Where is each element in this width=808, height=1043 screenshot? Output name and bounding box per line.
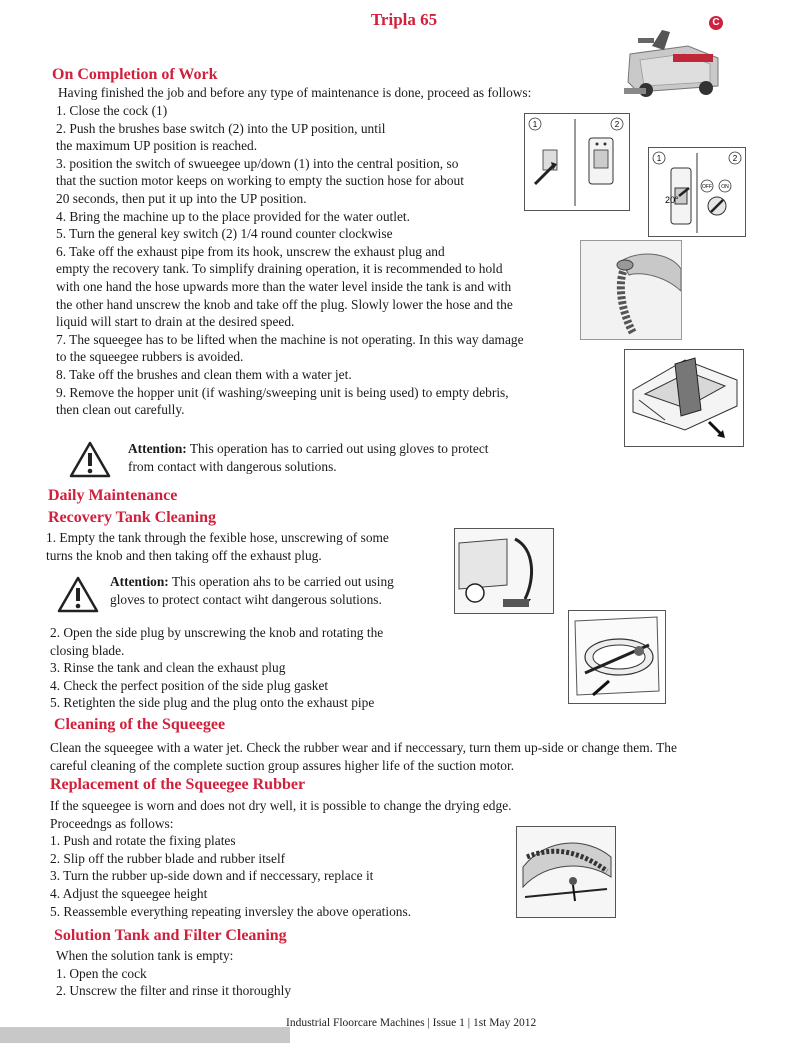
- list-item: 4. Adjust the squeegee height: [50, 885, 208, 901]
- list-item: closing blade.: [50, 642, 125, 658]
- list-item: the maximum UP position is reached.: [56, 138, 258, 154]
- list-item: 1. Open the cock: [56, 965, 147, 981]
- figure-side-plug: [568, 610, 666, 704]
- list-item: 20 seconds, then put it up into the UP position.: [56, 190, 307, 206]
- section-heading-solution-tank: Solution Tank and Filter Cleaning: [54, 927, 287, 944]
- list-item: 3. position the switch of swueegee up/down (1) into the central position, so: [56, 155, 459, 171]
- brand-logo: C: [709, 16, 723, 30]
- figure-cock-switch: [524, 113, 630, 211]
- list-item: liquid will start to drain at the desired speed.: [56, 314, 295, 330]
- list-item: to the squeegee rubbers is avoided.: [56, 349, 244, 365]
- list-item: 2. Slip off the rubber blade and rubber itself: [50, 850, 286, 866]
- figure-label: 20°: [665, 195, 679, 205]
- list-item: with one hand the hose upwards more than the water level inside the tank is and with: [56, 278, 512, 294]
- warning-icon: [56, 575, 100, 615]
- list-item: the other hand unscrew the knob and take off the plug. Slowly lower the hose and the: [56, 296, 513, 312]
- list-item: that the suction motor keeps on working to empty the suction hose for about: [56, 173, 464, 189]
- list-item: 7. The squeegee has to be lifted when the machine is not operating. In this way damage: [56, 331, 524, 347]
- list-item: 8. Take off the brushes and clean them with a water jet.: [56, 366, 352, 382]
- recovery-intro: 1. Empty the tank through the fexible hose, unscrewing of some turns the knob and then taking off the exhaust plug.: [46, 530, 389, 563]
- list-item: 2. Unscrew the filter and rinse it thoroughly: [56, 983, 292, 999]
- list-item: 5. Turn the general key switch (2) 1/4 round counter clockwise: [56, 226, 393, 242]
- squeegee-cleaning-text: Clean the squeegee with a water jet. Check the rubber wear and if neccessary, turn them up-side or change them. The careful cleaning of the complete suction group assures higher life of the suction motor.: [50, 740, 677, 773]
- list-item: 9. Remove the hopper unit (if washing/sweeping unit is being used) to empty debris,: [56, 384, 509, 400]
- list-item: 4. Bring the machine up to the place provided for the water outlet.: [56, 208, 410, 224]
- section-heading-daily: Daily Maintenance: [48, 487, 178, 504]
- figure-exhaust-hose: [580, 240, 682, 340]
- figure-label: 1: [656, 154, 662, 163]
- recovery-steps: [50, 624, 383, 712]
- machine-illustration: [618, 24, 730, 102]
- list-item: If the squeegee is worn and does not dry well, it is possible to change the drying edge.: [50, 798, 512, 813]
- figure-key-switch: [648, 147, 746, 237]
- figure-label: 2: [614, 120, 620, 129]
- list-item: 3. Rinse the tank and clean the exhaust plug: [50, 660, 286, 676]
- list-item: empty the recovery tank. To simplify draining operation, it is recommended to hold: [56, 261, 503, 277]
- page-title: Tripla 65: [370, 10, 438, 29]
- solution-tank-steps: [56, 947, 291, 1000]
- section-heading-recovery: Recovery Tank Cleaning: [48, 509, 217, 526]
- list-item: 6. Take off the exhaust pipe from its hook, unscrew the exhaust plug and: [56, 243, 445, 259]
- completion-steps: [56, 102, 524, 419]
- figure-label: ON: [721, 184, 729, 190]
- list-item: 5. Reassemble everything repeating inversley the above operations.: [50, 903, 412, 919]
- list-item: Proceedngs as follows:: [50, 815, 174, 831]
- section-heading-squeegee-cleaning: Cleaning of the Squeegee: [54, 716, 226, 733]
- figure-label: 2: [732, 154, 738, 163]
- list-item: 5. Retighten the side plug and the plug onto the exhaust pipe: [50, 695, 375, 711]
- list-item: 1. Close the cock (1): [56, 103, 168, 118]
- list-item: When the solution tank is empty:: [56, 948, 234, 963]
- warning-icon: [68, 440, 112, 480]
- list-item: 3. Turn the rubber up-side down and if neccessary, replace it: [50, 868, 374, 884]
- figure-label: 1: [532, 120, 538, 129]
- completion-intro: Having finished the job and before any type of maintenance is done, proceed as follows:: [58, 85, 532, 100]
- footer-bar: [0, 1027, 290, 1043]
- figure-label: OFF: [702, 184, 712, 190]
- list-item: 2. Push the brushes base switch (2) into the UP position, until: [56, 120, 386, 136]
- list-item: 1. Push and rotate the fixing plates: [50, 833, 236, 849]
- section-heading-completion: On Completion of Work: [52, 66, 218, 83]
- figure-squeegee: [516, 826, 616, 918]
- attention-note-gloves: Attention: This operation has to carried out using gloves to protect from contact with dangerous solutions.: [128, 441, 489, 474]
- attention-note-gloves-2: Attention: This operation ahs to be carried out using gloves to protect contact wiht dangerous solutions.: [110, 574, 394, 607]
- list-item: then clean out carefully.: [56, 402, 185, 418]
- list-item: 2. Open the side plug by unscrewing the knob and rotating the: [50, 625, 384, 640]
- figure-hopper-unit: [624, 349, 744, 447]
- section-heading-squeegee-rubber: Replacement of the Squeegee Rubber: [50, 776, 306, 793]
- list-item: 4. Check the perfect position of the side plug gasket: [50, 677, 329, 693]
- footer-text: Industrial Floorcare Machines | Issue 1 | 1st May 2012: [286, 1017, 537, 1029]
- squeegee-rubber-steps: [50, 797, 512, 920]
- figure-recovery-tank: [454, 528, 554, 614]
